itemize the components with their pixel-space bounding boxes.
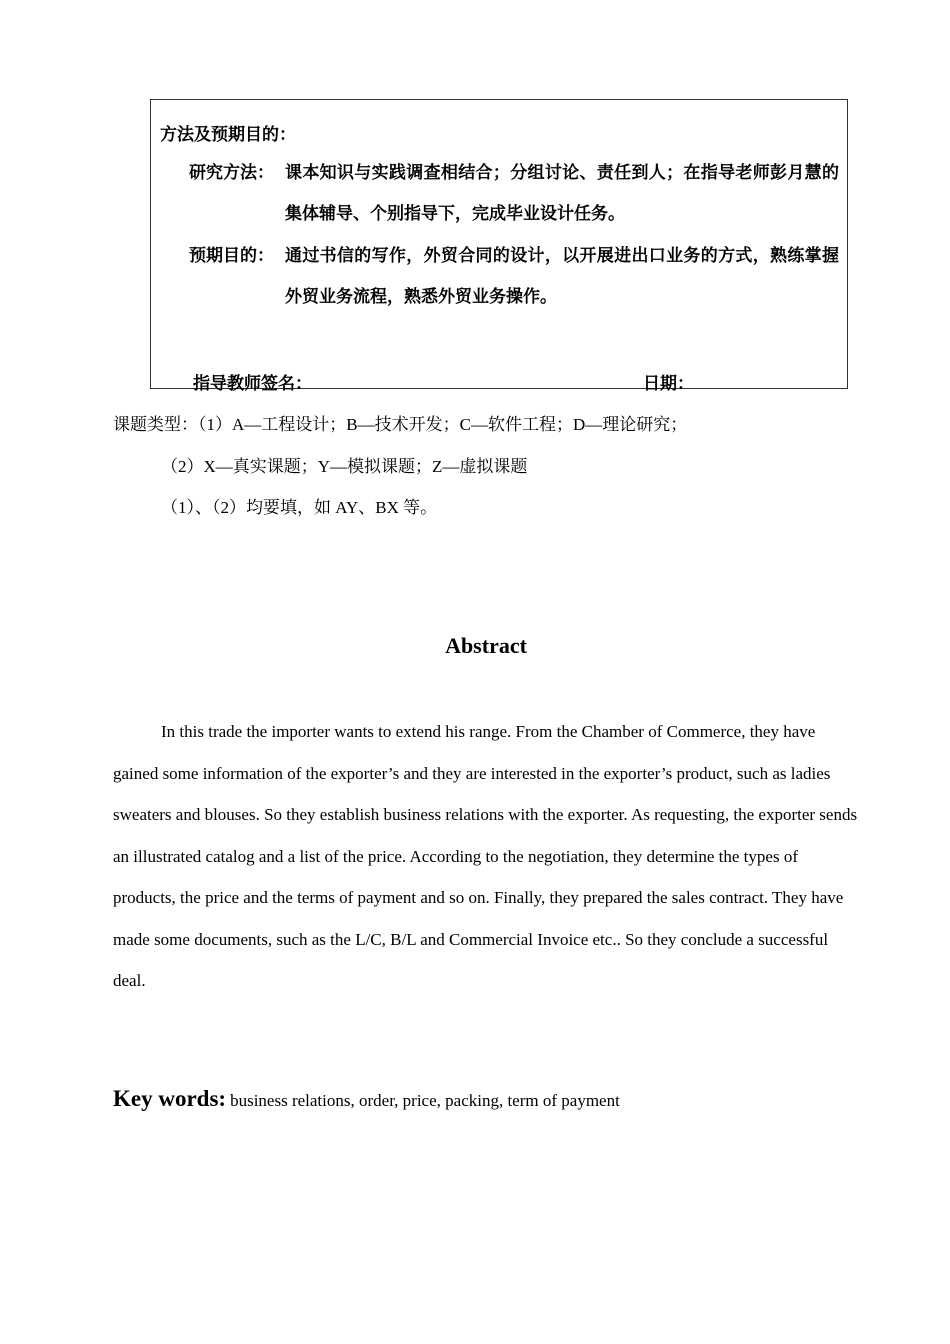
topic-type-note-3: （1）、（2）均要填，如 AY、BX 等。 — [161, 498, 438, 517]
keywords-line — [113, 1086, 620, 1112]
research-method-row — [189, 152, 839, 234]
topic-type-note-1: 课题类型：（1）A—工程设计；B—技术开发；C—软件工程；D—理论研究； — [113, 415, 688, 434]
abstract-body: In this trade the importer wants to extend his range. From the Chamber of Commerce, they have gained some information of the exporter’s and they are interested in the exporter’s product, such as ladies sweaters and blouses. So they establish business relations with the exporter. As requesting, the exporter sends an illustrated catalog and a list of the price. According to the negotiation, they determine the types of products, the price and the terms of payment and so on. Finally, they prepared the sales contract. They have made some documents, such as the L/C, B/L and Commercial Invoice etc.. So they conclude a successful deal. — [113, 722, 858, 990]
expected-goal-label: 预期目的： — [189, 246, 274, 265]
topic-type-note-2: （2）X—真实课题；Y—模拟课题；Z—虚拟课题 — [161, 457, 528, 476]
date-label: 日期： — [643, 374, 694, 393]
expected-goal-text: 通过书信的写作，外贸合同的设计，以开展进出口业务的方式，熟练掌握外贸业务流程，熟悉外贸业务操作。 — [285, 246, 839, 306]
supervisor-signature-label: 指导教师签名： — [193, 374, 312, 393]
keywords-label: Key words: — [113, 1086, 227, 1111]
abstract-title: Abstract — [445, 633, 527, 658]
proposal-method-box — [150, 99, 848, 393]
method-heading: 方法及预期目的： — [160, 125, 296, 144]
expected-goal-row — [189, 235, 839, 317]
keywords-value: business relations, order, price, packing, term of payment — [230, 1091, 620, 1110]
research-method-label: 研究方法： — [189, 163, 274, 182]
research-method-text: 课本知识与实践调查相结合；分组讨论、责任到人；在指导老师彭月慧的集体辅导、个别指导下，完成毕业设计任务。 — [285, 163, 839, 223]
